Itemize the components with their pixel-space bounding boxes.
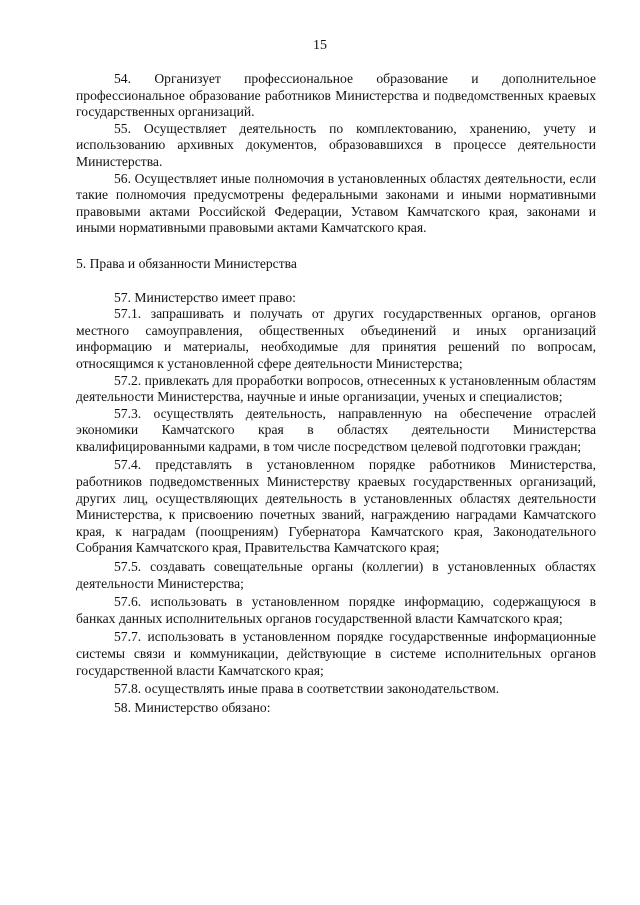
page-number: 15 — [313, 38, 327, 53]
paragraph-57-7: 57.7. использовать в установленном порядке государственные информационные системы связи и коммуникации, действующие в системе исполнительных органов государственной власти Камчатского края; — [76, 629, 596, 678]
paragraph-57-1: 57.1. запрашивать и получать от других государственных органов, органов местного самоуправления, общественных объединений и иных организаций информацию и материалы, необходимые для принятия решений по вопросам, относящимся к установленной сфере деятельности Министерства; — [76, 306, 596, 371]
paragraph-57-2: 57.2. привлекать для проработки вопросов, отнесенных к установленным областям деятельности Министерства, научные и иные организации, ученых и специалистов; — [76, 372, 596, 405]
paragraph-55: 55. Осуществляет деятельность по комплектованию, хранению, учету и использованию архивных документов, образовавшихся в процессе деятельности Министерства. — [76, 120, 596, 169]
section-heading: 5. Права и обязанности Министерства — [76, 255, 297, 271]
paragraph-54: 54. Организует профессиональное образование и дополнительное профессиональное образование работников Министерства и подведомственных краевых государственных организаций. — [76, 71, 596, 120]
paragraph-58: 58. Министерство обязано: — [114, 699, 271, 715]
paragraph-57: 57. Министерство имеет право: — [114, 289, 296, 305]
paragraph-57-5: 57.5. создавать совещательные органы (коллегии) в установленных областях деятельности Министерства; — [76, 559, 596, 591]
paragraph-57-6: 57.6. использовать в установленном порядке информацию, содержащуюся в банках данных исполнительных органов государственной власти Камчатского края; — [76, 594, 596, 626]
paragraph-57-8: 57.8. осуществлять иные права в соответствии законодательством. — [114, 681, 500, 697]
paragraph-57-3: 57.3. осуществлять деятельность, направленную на обеспечение отраслей экономики Камчатского края в областях деятельности Министерства квалифицированными кадрами, в том числе посредством целевой подготовки граждан; — [76, 405, 596, 454]
paragraph-57-4: 57.4. представлять в установленном порядке работников Министерства, работников подведомственных Министерству краевых государственных организаций, других лиц, осуществляющих деятельность в установленных областях деятельности Министерства, к присвоению почетных званий, награждению наградами Камчатского края, к наградам (поощрениям) Губернатора Камчатского края, Законодательного Собрания Камчатского края, Правительства Камчатского края; — [76, 457, 596, 556]
document-body — [76, 71, 596, 716]
paragraph-56: 56. Осуществляет иные полномочия в установленных областях деятельности, если такие полномочия предусмотрены федеральными законами и иными нормативными правовыми актами Российской Федерации, Уставом Камчатского края, законами и иными нормативными правовыми актами Камчатского края. — [76, 170, 596, 236]
